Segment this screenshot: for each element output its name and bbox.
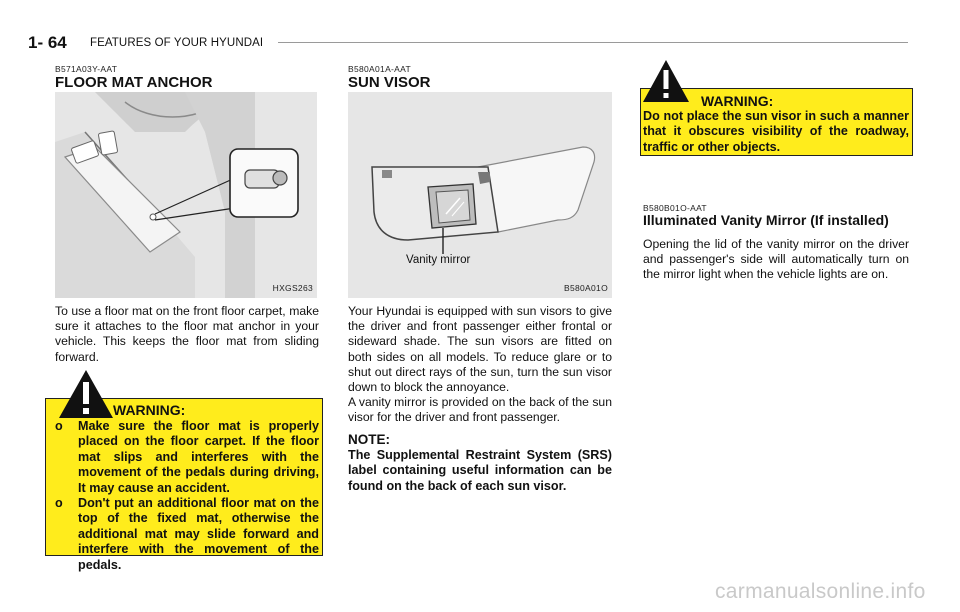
vanity-mirror-body: Opening the lid of the vanity mirror on the driver and passenger's side will automatically turn on the mirror light when the vehicle lights are on. [643, 237, 909, 282]
floor-mat-heading: FLOOR MAT ANCHOR [55, 74, 213, 91]
floor-mat-warning-title: WARNING: [113, 402, 186, 418]
sun-visor-body: Your Hyundai is equipped with sun visors to give the driver and front passenger either frontal or sideward shade. The sun visors are fitted on both sides on all models. To reduce glare or to shut out direct rays of the sun, turn the sun visor down to block the annoyance. A vanity mirror is provided on the back of the sun visor for the driver and front passenger. [348, 304, 612, 425]
warning-item-text: Make sure the floor mat is properly placed on the floor carpet. If the floor mat slips and interferes with the movement of the pedals during driving, It may cause an accident. [78, 419, 319, 495]
page-number: 1- 64 [28, 33, 67, 52]
section-title: FEATURES OF YOUR HYUNDAI [90, 37, 264, 49]
header-rule [278, 42, 908, 43]
bullet: o [55, 419, 63, 433]
visor-warning-title: WARNING: [701, 93, 774, 109]
warning-triangle-icon [57, 368, 115, 420]
floor-mat-body: To use a floor mat on the front floor carpet, make sure it attaches to the floor mat anchor in your vehicle. This keeps the floor mat from sliding forward. [55, 304, 319, 364]
floor-mat-illustration [55, 92, 317, 298]
warning-item [55, 419, 319, 496]
vanity-mirror-code: B580B01O-AAT [643, 203, 707, 213]
sun-visor-illustration [348, 92, 612, 298]
visor-warning-body: Do not place the sun visor in such a manner that it obscures visibility of the roadway, traffic or other objects. [643, 109, 909, 154]
sun-visor-figure-code: B580A01O [564, 283, 608, 293]
floor-mat-warning-list [55, 419, 319, 573]
sun-visor-code: B580A01A-AAT [348, 64, 411, 74]
sun-visor-heading: SUN VISOR [348, 74, 431, 91]
floor-mat-figure-code: HXGS263 [272, 283, 313, 293]
bullet: o [55, 496, 63, 511]
watermark: carmanualsonline.info [715, 580, 926, 603]
note-body: The Supplemental Restraint System (SRS) label containing useful information can be found on the back of each sun visor. [348, 448, 612, 493]
vanity-mirror-heading: Illuminated Vanity Mirror (If installed) [643, 212, 889, 228]
warning-triangle-icon [641, 58, 691, 104]
note-title: NOTE: [348, 432, 390, 447]
vanity-mirror-label: Vanity mirror [406, 254, 471, 266]
floor-mat-figure [55, 92, 317, 298]
floor-mat-code: B571A03Y-AAT [55, 64, 118, 74]
sun-visor-figure [348, 92, 612, 298]
warning-item-text: Don't put an additional floor mat on the top of the fixed mat, otherwise the additional mat may slide forward and interfere with the movement of the pedals. [78, 496, 319, 572]
warning-item [55, 496, 319, 573]
